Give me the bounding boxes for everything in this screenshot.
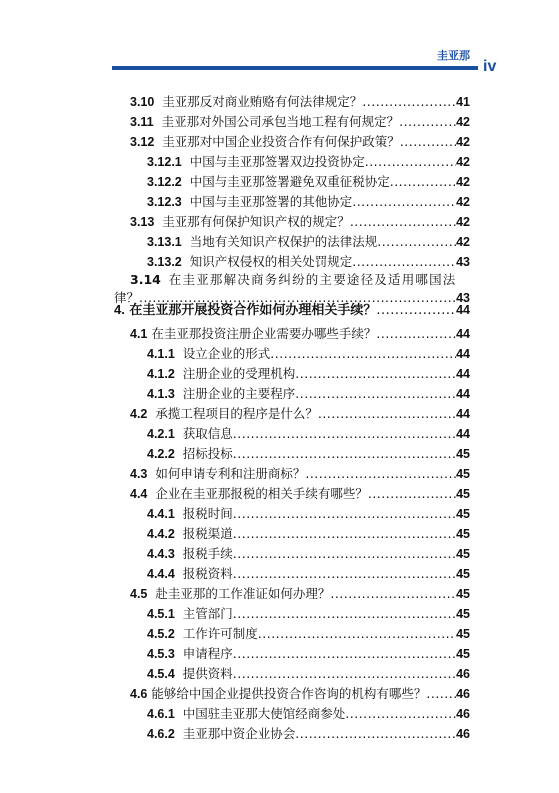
toc-entry[interactable]: 4.2 承揽工程项目的程序是什么？ ..... 44 — [130, 405, 470, 423]
toc-entry[interactable]: 4.5.2 工作许可制度 ..... 45 — [147, 625, 470, 643]
toc-entry[interactable]: 3.12.3 中国与圭亚那签署的其他协定 ..... 42 — [147, 193, 470, 211]
toc-entry[interactable]: 4.4 企业在圭亚那报税的相关手续有哪些？ ..... 45 — [130, 485, 470, 503]
toc-entry[interactable]: 4.5.4 提供资料 ..... 46 — [147, 665, 470, 683]
toc-entry[interactable]: 3.12 圭亚那对中国企业投资合作有何保护政策？ ..... 42 — [130, 133, 470, 151]
toc-entry[interactable]: 3.12.1 中国与圭亚那签署双边投资协定 ..... 42 — [147, 153, 470, 171]
toc-entry[interactable]: 3.10 圭亚那反对商业贿赂有何法律规定？ ..... 41 — [130, 93, 470, 111]
toc-entry[interactable]: 4.6.1 中国驻圭亚那大使馆经商参处 ..... 46 — [147, 705, 470, 723]
toc-entry[interactable]: 4.4.3 报税手续 ..... 45 — [147, 545, 470, 563]
toc-entry[interactable]: 4.5 赴圭亚那的工作准证如何办理？ ..... 45 — [130, 585, 470, 603]
toc-entry[interactable]: 4.1.3 注册企业的主要程序 ..... 44 — [147, 385, 470, 403]
toc-entry[interactable]: 4.4.2 报税渠道 ..... 45 — [147, 525, 470, 543]
toc-entry-3-14[interactable]: 3.14 在圭亚那解决商务纠纷的主要途径及适用哪国法 律？ ..... 43 — [114, 271, 470, 307]
toc-entry[interactable]: 3.12.2 中国与圭亚那签署避免双重征税协定 ..... 42 — [147, 173, 470, 191]
toc-chapter-4[interactable]: 4. 在圭亚那开展投资合作如何办理相关手续？ ..... 44 — [114, 301, 470, 319]
toc-entry[interactable]: 4.2.1 获取信息 ..... 44 — [147, 425, 470, 443]
page-number: iv — [483, 58, 497, 75]
toc-entry[interactable]: 4.6 能够给中国企业提供投资合作咨询的机构有哪些？ ..... 46 — [130, 685, 470, 703]
toc-entry[interactable]: 4.1 在圭亚那投资注册企业需要办哪些手续？ ..... 44 — [130, 325, 470, 343]
toc-entry[interactable]: 3.11 圭亚那对外国公司承包当地工程有何规定？ ..... 42 — [130, 113, 470, 131]
toc-entry[interactable]: 4.1.1 设立企业的形式 ..... 44 — [147, 345, 470, 363]
toc-entry[interactable]: 4.3 如何申请专利和注册商标？ ..... 45 — [130, 465, 470, 483]
toc-entry[interactable]: 4.1.2 注册企业的受理机构 ..... 44 — [147, 365, 470, 383]
toc-entry[interactable]: 4.6.2 圭亚那中资企业协会 ..... 46 — [147, 725, 470, 743]
toc-entry[interactable]: 4.5.1 主管部门 ..... 45 — [147, 605, 470, 623]
toc-entry[interactable]: 3.13.1 当地有关知识产权保护的法律法规 ..... 42 — [147, 233, 470, 251]
toc-entry[interactable]: 4.4.1 报税时间 ..... 45 — [147, 505, 470, 523]
toc-entry[interactable]: 3.13 圭亚那有何保护知识产权的规定？ ..... 42 — [130, 213, 470, 231]
header-title: 圭亚那 — [437, 49, 470, 62]
toc-entry[interactable]: 4.4.4 报税资料 ..... 45 — [147, 565, 470, 583]
toc-entry[interactable]: 3.13.2 知识产权侵权的相关处罚规定 ..... 43 — [147, 253, 470, 271]
toc-entry[interactable]: 4.5.3 申请程序 ..... 45 — [147, 645, 470, 663]
toc-entry[interactable]: 4.2.2 招标投标 ..... 45 — [147, 445, 470, 463]
